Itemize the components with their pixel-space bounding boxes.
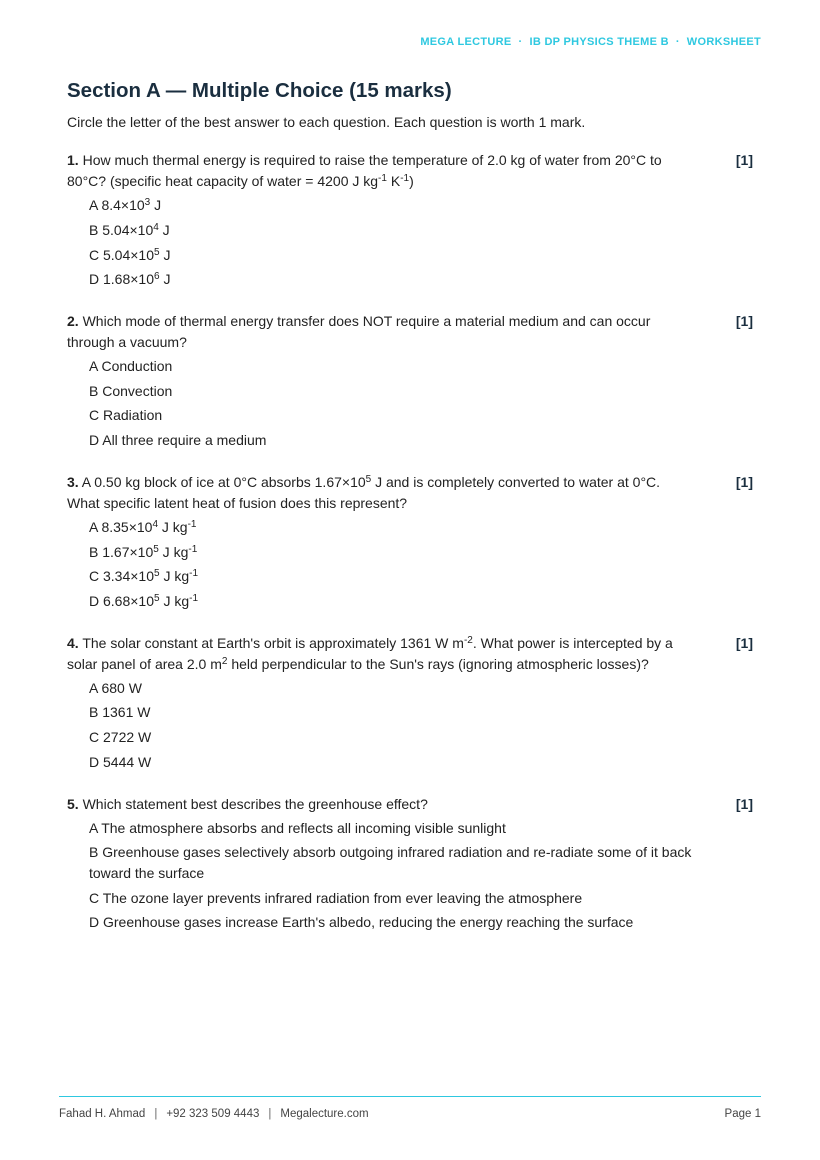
text-segment: D Greenhouse gases increase Earth's albedo, reducing the energy reaching the surface <box>89 914 634 931</box>
question-stem <box>67 633 757 675</box>
text-segment: B 1.67×10 <box>89 543 154 560</box>
superscript: -2 <box>463 634 473 646</box>
answer-option-A[interactable] <box>89 356 757 377</box>
answer-options <box>89 517 757 612</box>
answer-option-A[interactable] <box>89 678 757 699</box>
answer-option-A[interactable] <box>89 818 757 839</box>
question-number: 5. <box>67 795 79 812</box>
question-number: 2. <box>67 312 79 329</box>
answer-option-C[interactable] <box>89 245 757 266</box>
header-separator: · <box>675 36 680 48</box>
footer-divider <box>59 1096 761 1097</box>
text-segment: The solar constant at Earth's orbit is approximately 1361 W m <box>78 634 464 651</box>
text-segment: J kg <box>159 593 190 610</box>
text-segment: held perpendicular to the Sun's rays (ignoring atmospheric losses)? <box>227 655 649 672</box>
answer-option-D[interactable] <box>89 269 757 290</box>
text-segment: C 2722 W <box>89 729 152 746</box>
question-5 <box>67 794 757 933</box>
text-segment: . What power is intercepted by a solar panel of area 2.0 m <box>67 634 673 672</box>
page-footer <box>59 1108 761 1120</box>
text-segment: J kg <box>159 568 190 585</box>
question-1 <box>67 150 757 290</box>
question-number: 1. <box>67 152 79 168</box>
text-segment: A Conduction <box>89 357 173 374</box>
answer-option-D[interactable] <box>89 591 757 612</box>
page-header <box>420 36 761 48</box>
question-stem <box>67 794 757 815</box>
question-stem <box>67 311 757 353</box>
text-segment: C Radiation <box>89 407 163 424</box>
header-doc-type: WORKSHEET <box>686 36 761 48</box>
footer-bar: | <box>154 1108 158 1120</box>
text-segment: J <box>159 246 171 263</box>
text-segment: J kg <box>158 518 188 535</box>
text-segment: B 1361 W <box>89 704 151 721</box>
question-3 <box>67 472 757 612</box>
superscript: 5 <box>154 568 160 580</box>
answer-option-A[interactable] <box>89 517 757 538</box>
superscript: 5 <box>365 473 372 485</box>
text-segment: Which statement best describes the greenhouse effect? <box>78 795 428 812</box>
text-segment: How much thermal energy is required to raise the temperature of 2.0 kg of water from 20°C to 80°C? (specific heat capacity of water = 4200 J kg <box>67 152 662 189</box>
text-segment: J <box>150 197 162 213</box>
header-brand: MEGA LECTURE <box>420 36 512 48</box>
text-segment: J <box>158 221 170 238</box>
text-segment: C The ozone layer prevents infrared radiation from ever leaving the atmosphere <box>89 889 583 906</box>
text-segment: B Greenhouse gases selectively absorb outgoing infrared radiation and re-radiate some of it back toward the surface <box>89 844 692 881</box>
answer-option-C[interactable] <box>89 727 757 748</box>
text-segment: D 6.68×10 <box>89 593 154 610</box>
text-segment: J <box>159 271 171 288</box>
answer-option-C[interactable] <box>89 566 757 587</box>
answer-option-B[interactable] <box>89 220 757 241</box>
question-marks: [1] <box>735 634 753 651</box>
superscript: -1 <box>188 543 198 555</box>
superscript: 3 <box>144 197 151 208</box>
superscript: -1 <box>400 173 410 184</box>
text-segment: C 5.04×10 <box>89 246 154 263</box>
answer-option-C[interactable] <box>89 405 757 426</box>
question-stem <box>67 150 757 192</box>
question-list <box>67 150 757 954</box>
text-segment: A The atmosphere absorbs and reflects all incoming visible sunlight <box>89 819 506 836</box>
question-marks: [1] <box>735 312 753 329</box>
superscript: 5 <box>154 246 160 258</box>
section-title: Section A — Multiple Choice (15 marks) <box>67 79 452 102</box>
text-segment: B Convection <box>89 382 173 399</box>
superscript: -1 <box>378 173 387 184</box>
answer-options <box>89 356 757 451</box>
question-marks: [1] <box>735 152 753 168</box>
text-segment: D 5444 W <box>89 754 152 771</box>
superscript: -1 <box>187 518 197 530</box>
answer-option-D[interactable] <box>89 752 757 773</box>
answer-option-A[interactable] <box>89 195 757 216</box>
question-number: 4. <box>67 634 79 651</box>
superscript: -1 <box>189 568 199 580</box>
question-marks: [1] <box>735 795 753 812</box>
text-segment: C 3.34×10 <box>89 568 154 585</box>
text-segment: K <box>386 173 401 189</box>
text-segment: J and is completely converted to water at 0°C. What specific latent heat of fusion does this represent? <box>67 473 661 511</box>
superscript: 5 <box>153 543 159 555</box>
question-2 <box>67 311 757 451</box>
footer-bar: | <box>268 1108 272 1120</box>
text-segment: D 1.68×10 <box>89 271 154 288</box>
answer-options <box>89 195 757 290</box>
question-marks: [1] <box>735 473 753 490</box>
text-segment: A 8.4×10 <box>89 197 145 213</box>
page-number: Page 1 <box>724 1108 761 1120</box>
text-segment: J kg <box>158 543 189 560</box>
answer-option-D[interactable] <box>89 430 757 451</box>
answer-option-B[interactable] <box>89 842 757 883</box>
superscript: 5 <box>154 593 160 605</box>
header-course: IB DP PHYSICS THEME B <box>529 36 669 48</box>
text-segment: A 0.50 kg block of ice at 0°C absorbs 1.67×10 <box>78 473 366 490</box>
answer-option-B[interactable] <box>89 381 757 402</box>
section-instructions: Circle the letter of the best answer to each question. Each question is worth 1 mark. <box>67 114 586 130</box>
footer-phone: +92 323 509 4443 <box>166 1108 260 1120</box>
answer-option-B[interactable] <box>89 542 757 563</box>
superscript: 4 <box>152 518 159 530</box>
answer-option-C[interactable] <box>89 888 757 909</box>
text-segment: ) <box>409 173 414 189</box>
answer-options <box>89 818 757 933</box>
question-number: 3. <box>67 473 79 490</box>
superscript: 4 <box>153 221 159 233</box>
superscript: 2 <box>221 655 228 667</box>
answer-option-D[interactable] <box>89 912 757 933</box>
superscript: 6 <box>154 271 160 283</box>
text-segment: D All three require a medium <box>89 432 267 449</box>
text-segment: B 5.04×10 <box>89 221 154 238</box>
text-segment: A 680 W <box>89 679 142 696</box>
text-segment: Which mode of thermal energy transfer does NOT require a material medium and can occur through a vacuum? <box>67 312 651 350</box>
text-segment: A 8.35×10 <box>89 518 153 535</box>
footer-website[interactable]: Megalecture.com <box>280 1108 369 1120</box>
answer-options <box>89 678 757 773</box>
footer-author: Fahad H. Ahmad <box>59 1108 146 1120</box>
superscript: -1 <box>189 593 199 605</box>
header-separator: · <box>518 36 523 48</box>
question-4 <box>67 633 757 773</box>
question-stem <box>67 472 757 514</box>
answer-option-B[interactable] <box>89 702 757 723</box>
